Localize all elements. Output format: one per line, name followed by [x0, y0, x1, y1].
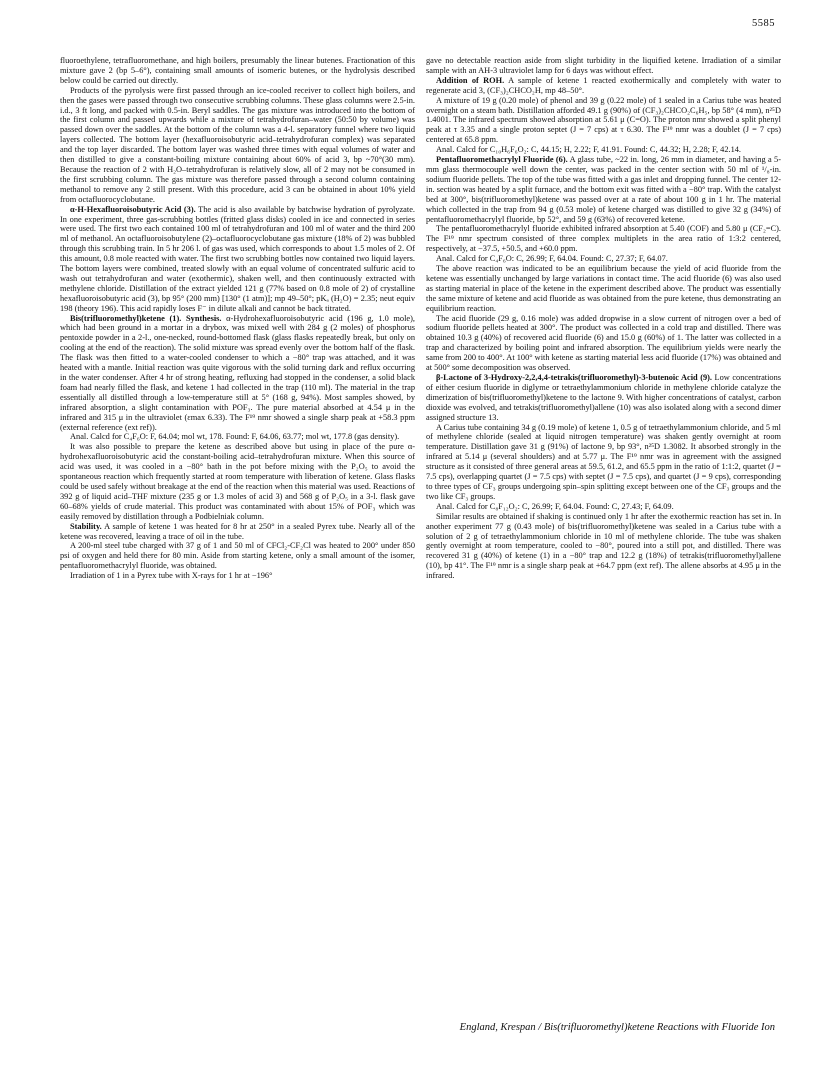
paragraph — [426, 96, 781, 146]
paragraph-text: Anal. Calcd for C₄F₆O: F, 64.04; mol wt, 178. Found: F, 64.06, 63.77; mol wt, 177.8 (gas density). — [70, 432, 400, 442]
paragraph — [426, 224, 781, 254]
paragraph-text: A sample of ketene 1 was heated for 8 hr at 250° in a sealed Pyrex tube. Nearly all of the ketene was recovered, leaving a trace of oil in the tube. — [60, 521, 415, 541]
paragraph — [60, 432, 415, 442]
run-in-heading: α-H-Hexafluoroisobutyric Acid (3). — [70, 204, 196, 214]
paragraph-text: Similar results are obtained if shaking is continued only 1 hr after the exothermic reaction has set in. In another experiment 77 g (0.43 mole) of bis(trifluoromethyl)ketene was sealed in a Carius tube with a solution of 2 g of tetraethylammonium chloride in 10 ml of methylene chloride. The tube was shaken gently overnight at room temperature, cooled to −80°, poured into a still pot, and distilled. There was recovered 31 g (40%) of ketene (1) in a −80° trap and 12.2 g (18%) of tetrakis(trifluoromethyl)allene (10), bp 41°. The F¹⁹ nmr is a single sharp peak at +64.7 ppm (ext ref). The allene absorbs at 4.95 μ in the infrared. — [426, 511, 781, 581]
paragraph — [60, 571, 415, 581]
paragraph — [60, 56, 415, 86]
paragraph — [426, 264, 781, 314]
paragraph-text: Products of the pyrolysis were first passed through an ice-cooled receiver to collect high boilers, and then the gases were passed through two consecutive scrubbing columns. These glass columns were 2.5-in. i.d., 3 ft long, and packed with 0.5-in. Beryl saddles. The gas mixture was introduced into the bottom of the first column and passed upwards while a mixture of tetrahydrofuran–water (50:50 by volume) was passed down over the saddles. At the bottom of the column was a 4-l. separatory funnel where two liquid layers collected. The bottom layer (hexafluoroisobutyric acid–tetrahydrofuran complex) was separated and the top layer discarded. The bottom layer was washed three times with equal volumes of water and then distilled to give a constant-boiling mixture containing about 60% of acid 3, bp ~70°(30 mm). Because the reaction of 2 with H₂O–tetrahydrofuran is relatively slow, all of 2 may not be consumed in the first scrubbing column. The gas mixture was therefore passed through a second column containing methanol to remove any 2 still present. With this procedure, acid 3 can be obtained in about 10% yield from octafluorocyclobutane. — [60, 85, 415, 204]
paragraph — [426, 502, 781, 512]
paragraph-text: The pentafluoromethacrylyl fluoride exhibited infrared absorption at 5.40 (COF) and 5.80 μ (CF₂=C). The F¹⁹ nmr spectrum consisted of three complex multiplets in the area ratio of 1:3:2 centered, respectively, at −37.5, +50.5, and +60.0 ppm. — [426, 224, 781, 254]
paragraph — [60, 314, 415, 433]
paragraph — [60, 522, 415, 542]
paragraph — [426, 254, 781, 264]
paragraph — [60, 541, 415, 571]
paragraph-text: A sample of ketene 1 reacted exothermically and completely with water to regenerate acid 3, (CF₃)₂CHCO₂H, mp 48–50°. — [426, 75, 781, 95]
paragraph-text: A glass tube, ~22 in. long, 26 mm in diameter, and having a 5-mm glass thermocouple well down the center, was packed in the center section with 50 ml of ¹/₈-in. sodium fluoride pellets. The top of the tube was fitted with a gas inlet and dropping funnel. The center 12-in. section was heated by a split furnace, and the bottom exit was fitted with a −80° trap. With the catalyst bed at 300°, bis(trifluoromethyl)ketene was passed over at a rate of about 100 g in 1 hr. The material which collected in the trap from 94 g (0.53 mole) of ketene charged was distilled to give 32 g (34%) of pentafluoromethacrylyl fluoride, bp 52°, and 59 g (63%) of recovered ketene. — [426, 155, 781, 224]
paragraph — [426, 145, 781, 155]
paragraph-text: It was also possible to prepare the ketene as described above but using in place of the pure α-hydrohexafluoroisobutyric acid the constant-boiling acid–tetrahydrofuran mixture. When this source of acid was used, it was cooled in a −80° bath in the pot before mixing with the P₂O₅ to avoid the spontaneous reaction which frequently started at room temperature with liberation of ketene. Glass flasks could be used safely without breakage at the end of the reaction when this material was used. Reactions of 392 g of liquid acid–THF mixture (235 g or 1.3 moles of acid 3) and 568 g of P₂O₅ in a 3-l. flask gave 60–68% yields of crude material. This product was contaminated with about 15% of POF₃ which was easily removed by distillation through a Podbielniak column. — [60, 442, 415, 521]
paragraph-text: Irradiation of 1 in a Pyrex tube with X-rays for 1 hr at −196° — [70, 571, 273, 581]
paragraph — [426, 76, 781, 96]
paragraph-text: A 200-ml steel tube charged with 37 g of 1 and 50 ml of CFCl₂-CF₂Cl was heated to 200° under 850 psi of oxygen and held there for 80 min. Aside from starting ketene, only a small amount of the isomer, pentafluoromethacrylyl fluoride, was obtained. — [60, 541, 415, 571]
right-column — [426, 56, 781, 581]
paragraph-text: A mixture of 19 g (0.20 mole) of phenol and 39 g (0.22 mole) of 1 sealed in a Carius tube was heated overnight on a steam bath. Distillation afforded 49.1 g (90%) of (CF₃)₂CHCO₂C₆H₅, bp 58° (4 mm), n²⁵D 1.4001. The infrared spectrum showed absorption at 5.61 μ (C=O). The proton nmr showed a split phenyl peak at τ 3.35 and a single proton septet (J = 7 cps) at τ 6.30. The F¹⁹ nmr was a doublet (J = 7 cps) centered at 65.8 ppm. — [426, 95, 781, 145]
paragraph-text: The acid fluoride (29 g, 0.16 mole) was added dropwise in a slow current of nitrogen over a bed of sodium fluoride pellets heated at 300°. The product was collected in a cold trap and distilled. There was obtained 10.3 g (40%) of recovered acid fluoride (6) and 15.0 g (60%) of 1. The latter was collected in a trap and characterized by boiling point and infrared absorption. The equilibrium yields were nearly the same from 200 to 400°. At 100° with ketene as starting material less acid fluoride (17%) was obtained and at 500° some decomposition was observed. — [426, 313, 781, 373]
paragraph — [60, 205, 415, 314]
paragraph-text: A Carius tube containing 34 g (0.19 mole) of ketene 1, 0.5 g of tetraethylammonium chloride, and 5 ml of methylene chloride (sealed at liquid nitrogen temperature) was shaken gently overnight at room temperature. Distillation gave 31 g (91%) of lactone 9, bp 93°, n²⁵D 1.3082. It absorbed strongly in the infrared at 5.14 μ (several shoulders) and at 5.77 μ. The F¹⁹ nmr was in agreement with the assigned structure as it consisted of three general areas at 59.5, 61.2, and 65.5 ppm in the ratio of 1:1:2, quartet (J = 7.5 cps), overlapping quartet (J = 7.5 cps) with septet (J = 7.5 cps), and quartet (J = 9 cps), corresponding to three types of CF₃ groups undergoing spin–spin splitting except between one of the CF₃ groups and the two like CF₃ groups. — [426, 422, 781, 501]
paragraph-text: Anal. Calcd for C₁₀H₆F₆O₂: C, 44.15; H, 2.22; F, 41.91. Found: C, 44.32; H, 2.28; F, 42.14. — [436, 145, 742, 155]
paragraph — [426, 512, 781, 581]
running-footer: England, Krespan / Bis(trifluoromethyl)ketene Reactions with Fluoride Ion — [459, 1022, 775, 1033]
paragraph-text: Low concentrations of either cesium fluoride in diglyme or tetraethylammonium chloride in methylene chloride catalyze the dimerization of bis(trifluoromethyl)ketene to the lactone 9. With higher concentrations of catalyst, carbon dioxide was evolved, and tetrakis(trifluoromethyl)allene (10) was also isolated along with a second dimer assigned structure 13. — [426, 373, 781, 422]
run-in-heading: Pentafluoromethacrylyl Fluoride (6). — [436, 155, 568, 165]
paragraph-text: Anal. Calcd for C₄F₆O: C, 26.99; F, 64.04. Found: C, 27.37; F, 64.07. — [436, 254, 668, 264]
paragraph — [60, 86, 415, 205]
run-in-heading: Addition of ROH. — [436, 75, 505, 85]
left-column — [60, 56, 415, 581]
paragraph — [60, 442, 415, 521]
page-number: 5585 — [752, 18, 775, 29]
run-in-heading: β-Lactone of 3-Hydroxy-2,2,4,4-tetrakis(trifluoromethyl)-3-butenoic Acid (9). — [436, 373, 713, 382]
run-in-heading: Stability. — [70, 521, 102, 531]
paragraph — [426, 423, 781, 502]
paragraph-text: Anal. Calcd for C₈F₁₂O₂: C, 26.99; F, 64.04. Found: C, 27.43; F, 64.09. — [436, 501, 674, 511]
run-in-heading: Bis(trifluoromethyl)ketene (1). Synthesis. — [70, 313, 222, 323]
paragraph-text: The acid is also available by batchwise hydration of pyrolyzate. In one experiment, three gas-scrubbing bottles (fritted glass disks) cooled in ice and connected in series were used. The first two each contained 100 ml of tetrahydrofuran and 100 ml of water and the third 200 ml of methanol. An octafluoroisobutylene (2)–octafluorocyclobutane gas mixture (18% of 2) was bubbled through this scrubbing train. In 5 hr 206 l. of gas was used, which corresponds to about 1.5 moles of 2. Of this amount, 0.8 mole reacted with water. The first two scrubbing bottles now contained two liquid layers. The bottom layers were combined, treated slowly with an equal volume of concentrated sulfuric acid to wash out tetrahydrofuran and water (exothermic), shaken well, and then continuously extracted with methylene chloride. Distillation of the extract yielded 121 g (77% based on 0.8 mole of 2) of crystalline hexafluoroisobutyric acid (3), bp 95° (200 mm) [130° (1 atm)]; mp 49–50°; pKₐ (H₂O) = 2.35; neut equiv 198 (theory 196). This acid rapidly loses F⁻ in dilute alkali and cannot be back titrated. — [60, 204, 415, 313]
paragraph-text: The above reaction was indicated to be an equilibrium because the yield of acid fluoride from the ketene was essentially unchanged by large variations in contact time. The acid fluoride (6) was also used as starting material in place of the ketene in the experiment described above. The product was essentially the same mixture of ketene and acid fluoride as was obtained from the pure ketene, thus demonstrating an equilibrium reaction. — [426, 264, 781, 313]
paragraph-text: gave no detectable reaction aside from slight turbidity in the liquified ketene. Irradiation of a similar sample with an AH-3 ultraviolet lamp for 6 days was without effect. — [426, 56, 781, 75]
paragraph — [426, 155, 781, 224]
paragraph — [426, 314, 781, 373]
paragraph-text: α-Hydrohexafluoroisobutyric acid (196 g, 1.0 mole), which had been ground in a mortar in a drybox, was mixed well with 284 g (2 moles) of phosphorus pentoxide powder in a 2-l., one-necked, round-bottomed flask (glass flasks repeatedly break, but only on cooling at the end of the reaction). The solid mixture was spread evenly over the bottom half of the flask. The flask was then fitted to a water-cooled condenser to which a −80° trap was attached, and it was heated with a mantle. Initial reaction was quite vigorous with the solid turning dark and reflux occurring in the water condenser. After 4 hr of strong heating, refluxing had stopped in the condenser, a solid black foam had nearly filled the flask, and ketene 1 had collected in the trap (110 ml). The material in the trap essentially all distilled through a low-temperature still at 5° (168 g, 94%). Most samples showed, by infrared absorption, a slight contamination with POF₃. The pure material absorbed at 4.54 μ in the infrared and 315 μ in the ultraviolet (εmax 6.33). The F¹⁹ nmr showed a single sharp peak at +58.3 ppm (external reference (ext ref)). — [60, 313, 415, 432]
paragraph — [426, 56, 781, 76]
paragraph-text: fluoroethylene, tetrafluoromethane, and high boilers, presumably the linear butenes. Fractionation of this mixture gave 2 (bp 5–6°), containing small amounts of isomeric butenes, or the hydrolysis described below could be carried out directly. — [60, 56, 415, 85]
paragraph — [426, 373, 781, 423]
